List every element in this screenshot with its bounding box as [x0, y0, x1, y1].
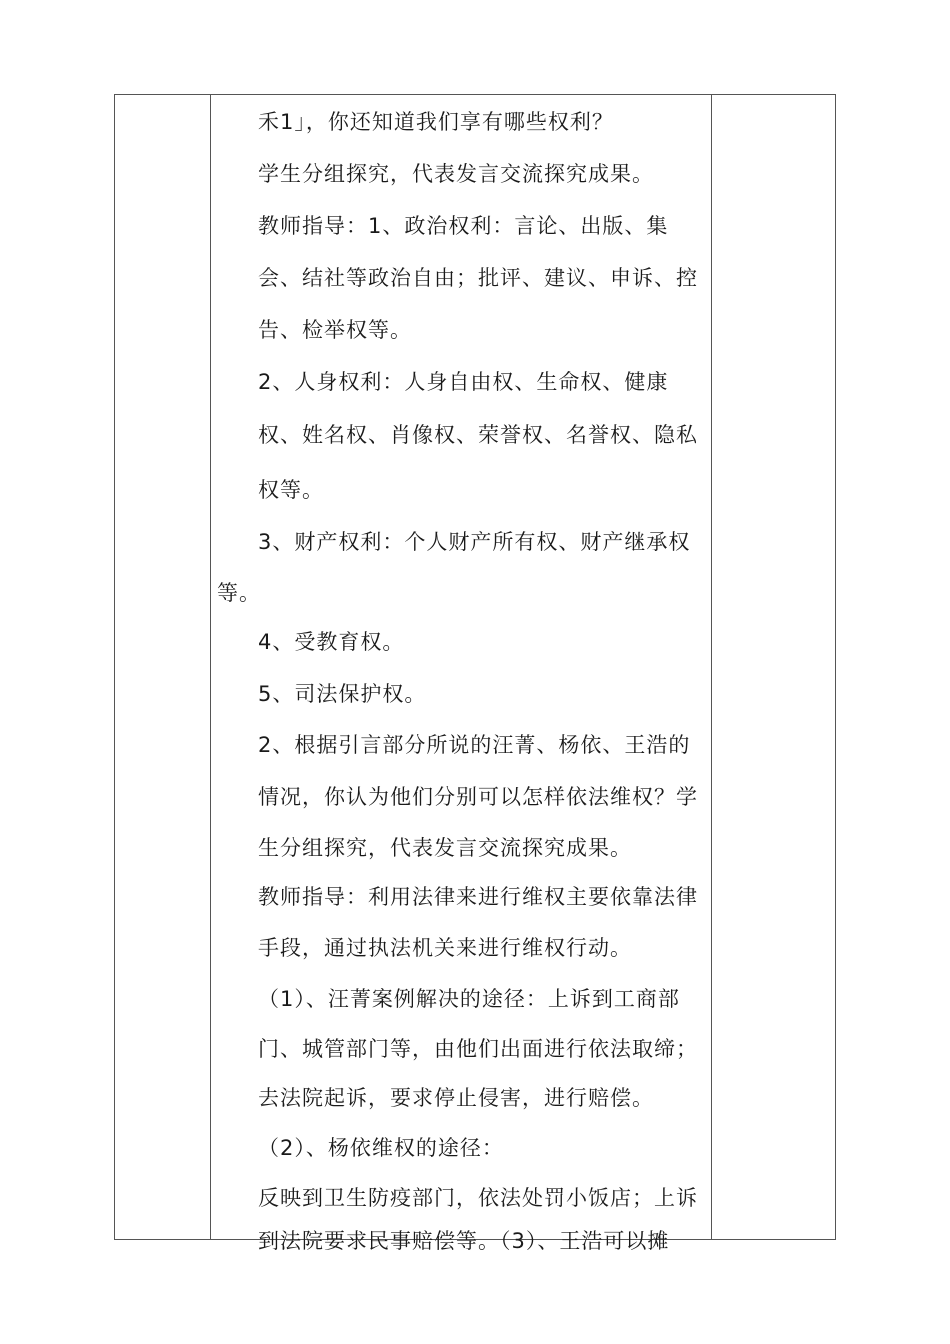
text-line: 权等。 — [258, 478, 324, 502]
lesson-table — [114, 94, 836, 1253]
text-line: 等。 — [217, 581, 261, 605]
text-line: 2、根据引言部分所说的汪菁、杨依、王浩的 — [258, 733, 691, 757]
text-line: （2）、杨依维权的途径： — [258, 1136, 504, 1160]
text-line: 会、结社等政治自由；批评、建议、申诉、控 — [258, 266, 698, 290]
text-line: 3、财产权利：个人财产所有权、财产继承权 — [258, 530, 691, 554]
text-line: 生分组探究，代表发言交流探究成果。 — [258, 836, 632, 860]
text-line: 权、姓名权、肖像权、荣誉权、名誉权、隐私 — [258, 423, 698, 447]
text-line: （1）、汪菁案例解决的途径：上诉到工商部 — [258, 987, 680, 1011]
text-line: 教师指导：1、政治权利：言论、出版、集 — [258, 214, 669, 238]
text-line: 学生分组探究，代表发言交流探究成果。 — [258, 162, 654, 186]
text-line: 到法院要求民事赔偿等。（3）、王浩可以摊 — [258, 1229, 670, 1253]
column-divider-left — [210, 95, 211, 1239]
text-line: 情况，你认为他们分别可以怎样依法维权？学 — [258, 785, 698, 809]
column-divider-right — [711, 95, 712, 1239]
text-line: 5、司法保护权。 — [258, 682, 427, 706]
text-line: 门、城管部门等，由他们出面进行依法取缔； — [258, 1037, 698, 1061]
text-line: 教师指导：利用法律来进行维权主要依靠法律 — [258, 885, 698, 909]
text-line: 告、检举权等。 — [258, 318, 412, 342]
text-line: 2、人身权利：人身自由权、生命权、健康 — [258, 370, 669, 394]
text-line: 手段，通过执法机关来进行维权行动。 — [258, 936, 632, 960]
text-line: 反映到卫生防疫部门，依法处罚小饭店；上诉 — [258, 1186, 698, 1210]
text-line: 4、受教育权。 — [258, 630, 405, 654]
text-line: 去法院起诉，要求停止侵害，进行赔偿。 — [258, 1086, 654, 1110]
text-line: 禾1」，你还知道我们享有哪些权利？ — [258, 110, 614, 134]
